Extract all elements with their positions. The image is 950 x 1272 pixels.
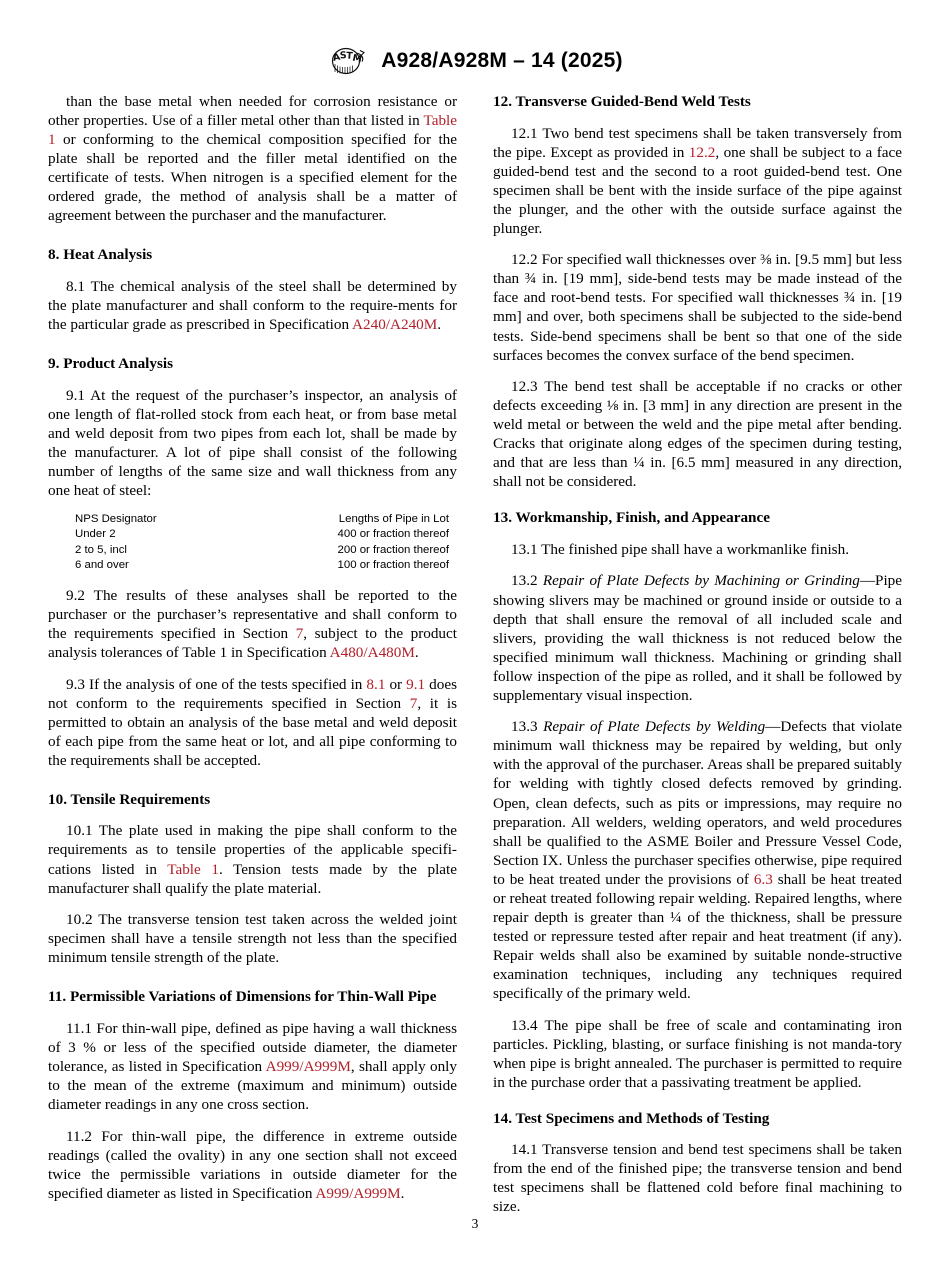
- paragraph-11-1: [48, 1019, 457, 1114]
- paragraph-13-4: [493, 1016, 902, 1092]
- paragraph-12-1: [493, 124, 902, 238]
- paragraph-13-4-text: The pipe shall be free of scale and contaminating iron particles. Pickling, blasting, or surface finishing is not manda-tory when pipe is bright annealed. The purchaser is permitted to require in the purchase order that a passivating treatment be applied.: [493, 1016, 902, 1091]
- paragraph-13-3-text-1: —Defects that violate minimum wall thickness may be repaired by welding, but only with the approval of the purchaser. Areas shall be prepared suitably for welding with tightly closed defects removed by grinding. Open, clean defects, such as pits or impressions, may require no preparation. All welders, welding operators, and weld procedures shall be qualified to the ASME Boiler and Pressure Vessel Code, Section IX. Unless the purchaser specifies otherwise, pipe required to be heat treated under the provisions of: [493, 718, 902, 888]
- carryover-text-1: than the base metal when needed for corrosion resistance or other properties. Use of a filler metal other than that listed in: [48, 93, 457, 130]
- paragraph-9-2: [48, 586, 457, 662]
- paragraph-8-1: [48, 277, 457, 334]
- paragraph-11-2-number: 11.2: [66, 1127, 93, 1145]
- table-cell-nps: Under 2: [75, 528, 116, 541]
- table-row: [48, 543, 457, 558]
- link-a999-b[interactable]: A999/A999M: [315, 1184, 401, 1202]
- link-section-7-b[interactable]: 7: [409, 694, 418, 712]
- right-column: [493, 92, 902, 1216]
- paragraph-10-2: [48, 910, 457, 967]
- table-header-lengths: Lengths of Pipe in Lot: [338, 512, 449, 525]
- paragraph-12-2: [493, 250, 902, 364]
- paragraph-13-2-text: —Pipe showing slivers may be machined or ground inside or outside to a depth that shall ensure the removal of all included scale and slivers, providing the wall thickness is not reduced below the specified minimum wall thickness. Machining or grinding shall follow inspection of the pipe as rolled, and it shall be followed by supplementary visual inspection.: [493, 572, 903, 704]
- two-column-body: [48, 92, 902, 1216]
- paragraph-9-1-number: 9.1: [66, 386, 85, 404]
- link-9-1[interactable]: 9.1: [406, 675, 426, 693]
- section-14-title: Test Specimens and Methods of Testing: [515, 1109, 770, 1127]
- paragraph-12-2-number: 12.2: [511, 251, 538, 269]
- paragraph-9-3: [48, 675, 457, 770]
- section-9-title: Product Analysis: [63, 355, 174, 373]
- paragraph-13-4-number: 13.4: [511, 1016, 538, 1034]
- link-section-7[interactable]: 7: [295, 625, 304, 643]
- table-cell-lengths: 200 or fraction thereof: [337, 543, 449, 556]
- paragraph-13-3-italic-lead: Repair of Plate Defects by Welding: [543, 718, 766, 736]
- paragraph-8-1-text-1: The chemical analysis of the steel shall be determined by the plate manufacturer and shall conform to the require-ments for the particular grade as prescribed in Specification: [48, 277, 457, 333]
- paragraph-9-1: [48, 386, 457, 500]
- section-11-title: Permissible Variations of Dimensions for Thin-Wall Pipe: [69, 988, 437, 1006]
- paragraph-12-1-text-1: Two bend test specimens shall be taken transversely from the pipe. Except as provided in: [493, 124, 902, 161]
- paragraph-13-1: [493, 540, 902, 559]
- paragraph-9-3-number: 9.3: [66, 675, 85, 693]
- paragraph-14-1-number: 14.1: [511, 1141, 538, 1159]
- paragraph-12-3-text: The bend test shall be acceptable if no cracks or other defects exceeding ⅛ in. [3 mm] in any direction are present in the weld metal or between the weld and the pipe metal after bending. Cracks that originate along edges of the specimen during testing, and that are less than ¼ in. [6.5 mm] measured in any direction, shall not be considered.: [493, 378, 902, 491]
- left-column: [48, 92, 457, 1216]
- table-row-header: [48, 512, 457, 527]
- svg-text:A: A: [332, 51, 342, 64]
- section-9-number: 9.: [48, 355, 60, 373]
- paragraph-13-3: [493, 717, 902, 1003]
- section-12-title: Transverse Guided-Bend Weld Tests: [515, 93, 751, 110]
- paragraph-12-1-text-2: , one shall be subject to a face guided-bend test and the second to a root guided-bend test. One specimen shall be bent with the inside surface of the pipe against the plunger, and the other with the outside surface against the plunger.: [493, 143, 902, 237]
- paragraph-14-1-text: Transverse tension and bend test specimens shall be taken from the end of the finished pipe; the transverse tension and bend test specimens shall be flattened cold before final machining to size.: [493, 1141, 902, 1216]
- paragraph-11-2: [48, 1127, 457, 1203]
- paragraph-8-1-text-2: .: [437, 315, 442, 333]
- paragraph-14-1: [493, 1140, 902, 1216]
- paragraph-9-2-number: 9.2: [66, 586, 85, 604]
- table-row: [48, 558, 457, 573]
- paragraph-11-1-number: 11.1: [66, 1019, 93, 1037]
- paragraph-9-3-text-3: does not conform to the requirements specified in Section: [48, 675, 458, 712]
- paragraph-12-2-text: For specified wall thicknesses over ⅜ in. [9.5 mm] but less than ¾ in. [19 mm], side-bend tests may be made instead of the face and root-bend tests. For specified wall thicknesses ¾ in. [19 mm] and over, both specimens shall be subjected to the side-bend tests. Side-bend specimens shall be bent so that one of the side surfaces becomes the convex surface of the bend specimen.: [493, 251, 902, 364]
- section-8-title: Heat Analysis: [63, 246, 153, 264]
- svg-text:T: T: [346, 50, 354, 62]
- table-cell-nps: 6 and over: [75, 559, 129, 572]
- svg-text:M: M: [351, 52, 364, 66]
- paragraph-10-1-text-1: The plate used in making the pipe shall conform to the requirements as to tensile properties of the applicable specifi-cations listed in: [48, 822, 457, 878]
- link-a999[interactable]: A999/A999M: [265, 1057, 351, 1075]
- section-heading-9: [48, 354, 457, 373]
- section-heading-11: [48, 987, 457, 1006]
- paragraph-9-2-text-1: The results of these analyses shall be reported to the purchaser or the purchaser’s representative and shall conform to the requirements specified in Section: [48, 586, 457, 643]
- section-11-number: 11.: [48, 988, 67, 1006]
- carryover-text-2: or conforming to the chemical composition specified for the plate shall be reported and the filler metal identified on the certificate of tests. When nitrogen is a specified element for the ordered grade, the method of analysis shall be a matter of agreement between the purchaser and the manufacturer.: [48, 131, 457, 225]
- section-heading-14: [493, 1109, 902, 1128]
- paragraph-9-2-text-2: , subject to the product analysis tolerances of Table 1 in Specification: [48, 625, 457, 662]
- page-number: 3: [471, 1216, 479, 1231]
- paragraph-11-1-text-2: , shall apply only to the mean of the extreme (maximum and minimum) outside diameter readings in any one cross section.: [48, 1057, 457, 1113]
- paragraph-11-2-text-2: .: [400, 1184, 405, 1202]
- page-footer: [0, 1216, 950, 1232]
- paragraph-12-1-number: 12.1: [511, 124, 538, 142]
- section-heading-12: [493, 92, 902, 111]
- paragraph-13-1-number: 13.1: [511, 540, 538, 558]
- section-14-number: 14.: [493, 1109, 512, 1127]
- paragraph-10-2-text: The transverse tension test taken across the welded joint specimen shall have a tensile strength not less than the specified minimum tensile strength of the plate.: [48, 911, 457, 967]
- paragraph-10-1-number: 10.1: [66, 822, 93, 840]
- section-10-title: Tensile Requirements: [70, 790, 211, 808]
- section-8-number: 8.: [48, 246, 60, 264]
- table-header-nps: NPS Designator: [75, 512, 157, 525]
- paragraph-10-1: [48, 821, 457, 897]
- section-13-number: 13.: [493, 509, 512, 527]
- paragraph-13-3-number: 13.3: [511, 718, 538, 736]
- paragraph-13-2-italic-lead: Repair of Plate Defects by Machining or Grinding: [542, 572, 860, 590]
- section-12-number: 12.: [493, 93, 512, 110]
- link-6-3[interactable]: 6.3: [753, 870, 773, 888]
- section-heading-10: [48, 790, 457, 809]
- page-header: [0, 46, 950, 76]
- link-table-1-b[interactable]: Table 1: [167, 860, 219, 878]
- section-13-title: Workmanship, Finish, and Appearance: [515, 509, 770, 527]
- table-cell-nps: 2 to 5, incl: [75, 543, 127, 556]
- link-table-1[interactable]: Table 1: [48, 112, 457, 149]
- section-heading-8: [48, 245, 457, 264]
- svg-text:S: S: [339, 50, 348, 62]
- section-heading-13: [493, 508, 902, 527]
- paragraph-13-1-text: The finished pipe shall have a workmanlike finish.: [537, 540, 849, 558]
- paragraph-9-3-text-4: , it is permitted to obtain an analysis of the base metal and weld deposit of each pipe from the same heat or lot, and all pipe conforming to the requirements shall be accepted.: [48, 694, 457, 769]
- table-cell-lengths: 100 or fraction thereof: [337, 559, 449, 572]
- lot-size-table: [48, 512, 457, 574]
- paragraph-11-2-text-1: For thin-wall pipe, the difference in extreme outside readings (called the ovality) in any one section shall not exceed twice the permissible variations in outside diameter for the specified diameter as listed in Specification: [48, 1127, 457, 1202]
- paragraph-8-1-number: 8.1: [66, 277, 85, 295]
- paragraph-10-1-text-2: . Tension tests made by the plate manufacturer shall qualify the plate material.: [48, 860, 457, 897]
- table-row: [48, 527, 457, 542]
- carryover-paragraph: [48, 92, 457, 225]
- paragraph-9-3-text-2: or: [385, 675, 407, 693]
- link-12-2[interactable]: 12.2: [688, 143, 716, 161]
- paragraph-9-2-text-3: .: [414, 644, 419, 662]
- paragraph-12-3: [493, 377, 902, 491]
- paragraph-9-3-text-1: If the analysis of one of the tests specified in: [84, 675, 367, 693]
- astm-logo: [327, 46, 369, 76]
- paragraph-13-2: [493, 571, 902, 704]
- paragraph-12-3-number: 12.3: [511, 378, 538, 396]
- paragraph-11-1-text-1: For thin-wall pipe, defined as pipe having a wall thickness of 3 % or less of the specified outside diameter, the diameter tolerance, as listed in Specification: [48, 1019, 457, 1075]
- paragraph-13-3-text-2: shall be heat treated or reheat treated following repair welding. Repaired lengths, where repair depth is greater than ¼ of the thickness, shall be pressure tested or repressure tested after repair and heat treatment (if any). Repair welds shall also be examined by suitable nonde-structive examination techniques, including any techniques required specifically of the primary weld.: [493, 870, 902, 1002]
- paragraph-9-1-text: At the request of the purchaser’s inspector, an analysis of one length of flat-rolled stock from each heat, or from base metal and weld deposit from two pipes from each lot, shall be made by the manufacturer. A lot of pipe shall consist of the following number of lengths of the same size and wall thickness from any one heat of steel:: [48, 386, 457, 499]
- link-a240[interactable]: A240/A240M: [352, 315, 438, 333]
- section-10-number: 10.: [48, 790, 67, 808]
- paragraph-13-2-number: 13.2: [511, 572, 538, 590]
- paragraph-10-2-number: 10.2: [66, 911, 93, 929]
- link-a480[interactable]: A480/A480M: [329, 644, 415, 662]
- link-8-1[interactable]: 8.1: [366, 675, 386, 693]
- standard-designation: A928/A928M – 14 (2025): [381, 49, 623, 72]
- table-cell-lengths: 400 or fraction thereof: [337, 528, 449, 541]
